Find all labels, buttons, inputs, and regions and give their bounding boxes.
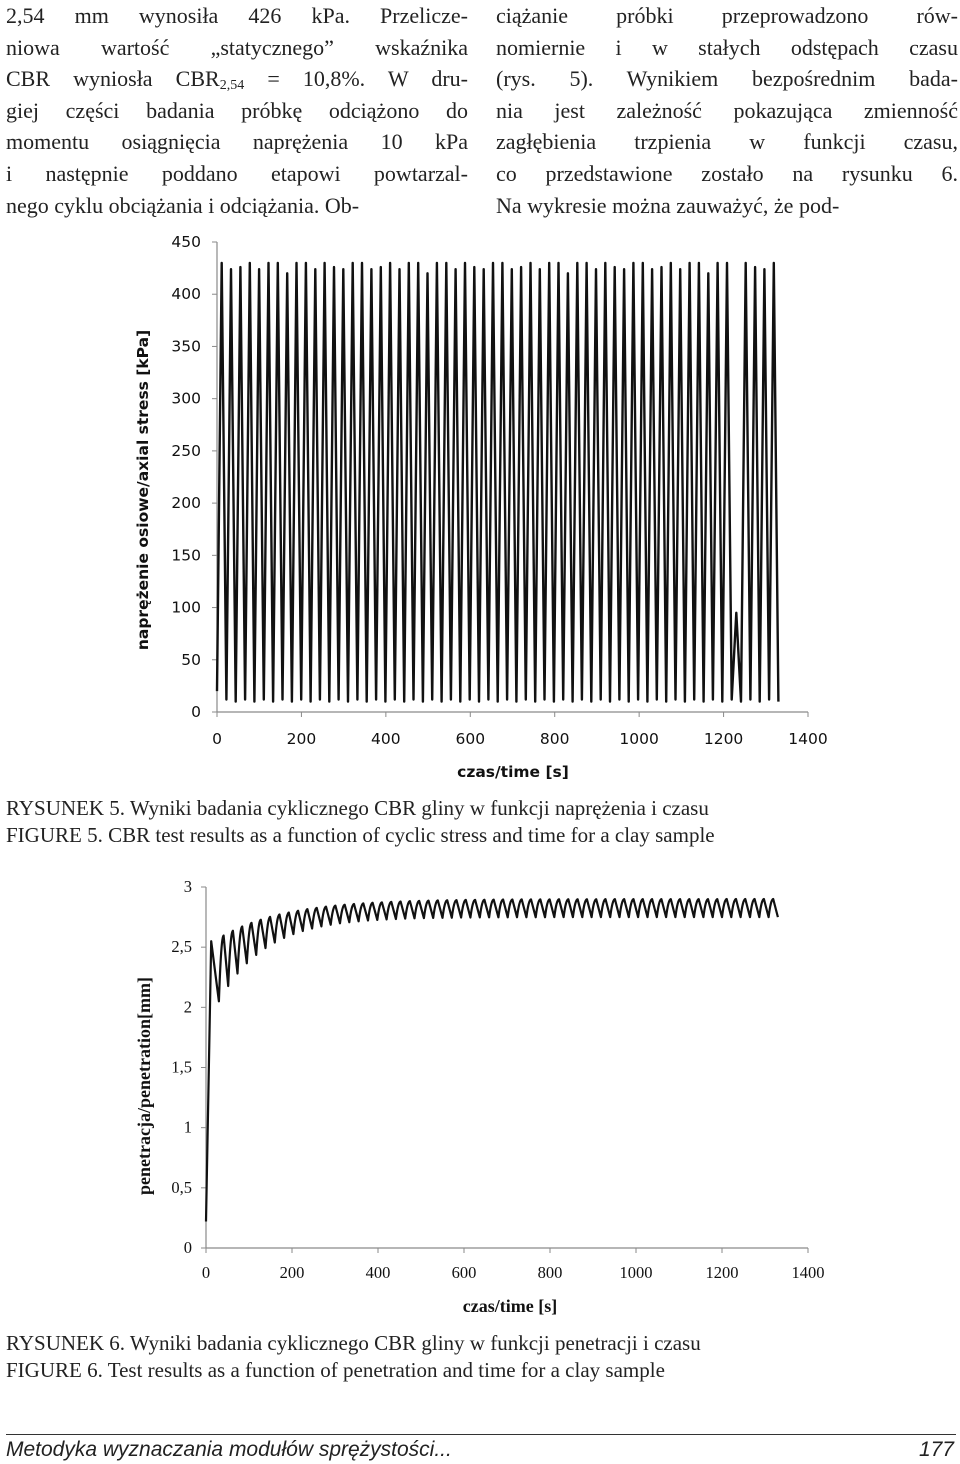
figure5-x-tick-label: 800 — [539, 730, 570, 748]
figure5-x-tick-label: 200 — [286, 730, 317, 748]
figure6-y-tick-label: 2,5 — [171, 937, 192, 957]
subscript: 2,54 — [219, 78, 245, 94]
right-column-line: ciążanie próbki przeprowadzono rów- — [496, 3, 958, 28]
figure5-x-tick-label: 600 — [455, 730, 486, 748]
figure6-series-line — [206, 899, 778, 1222]
figure6-x-tick-label: 400 — [365, 1263, 391, 1282]
figure6-y-tick-label: 0 — [183, 1238, 192, 1257]
figure5-series-line — [217, 263, 778, 702]
text-column-right — [496, 0, 958, 221]
figure5-y-tick-label: 450 — [171, 233, 201, 251]
footer-rule — [6, 1434, 956, 1435]
figure6-chart — [0, 872, 960, 1322]
figure6-caption-en: FIGURE 6. Test results as a function of penetration and time for a clay sample — [6, 1358, 665, 1382]
figure6-x-tick-label: 1200 — [705, 1263, 739, 1282]
right-column-line: (rys. 5). Wynikiem bezpośrednim bada- — [496, 66, 958, 92]
figure6-x-tick-label: 800 — [537, 1263, 563, 1282]
left-column-line: momentu osiągnięcia naprężenia 10 kPa — [6, 129, 468, 155]
figure6-caption — [6, 1330, 701, 1384]
figure5-y-tick-label: 50 — [181, 650, 201, 669]
figure5-y-tick-label: 150 — [171, 546, 201, 565]
right-column-line: zagłębienia trzpienia w funkcji czasu, — [496, 129, 958, 155]
figure5-x-tick-label: 0 — [212, 730, 222, 748]
left-column-line: giej części badania próbkę odciążono do — [6, 97, 468, 123]
left-column-line: nego cyklu obciążania i odciążania. Ob- — [6, 192, 360, 218]
figure6-x-tick-label: 600 — [451, 1263, 477, 1282]
figure6-x-tick-label: 1000 — [619, 1263, 653, 1282]
figure6-y-axis-label: penetracja/penetration[mm] — [134, 977, 154, 1195]
figure5-caption-en: FIGURE 5. CBR test results as a function of cyclic stress and time for a clay sample — [6, 823, 715, 847]
right-column-line: co przedstawione zostało na rysunku 6. — [496, 160, 958, 186]
figure5-y-tick-label: 200 — [171, 494, 201, 513]
figure5-y-tick-label: 300 — [171, 389, 201, 408]
footer-title: Metodyka wyznaczania modułów sprężystości... — [6, 1438, 452, 1461]
right-column-line: nomiernie i w stałych odstępach czasu — [496, 34, 958, 60]
page-number: 177 — [918, 1438, 954, 1461]
figure6-y-tick-label: 1,5 — [171, 1057, 192, 1077]
left-column-line: 2,54 mm wynosiła 426 kPa. Przelicze- — [6, 3, 468, 28]
figure5-caption — [6, 795, 715, 849]
figure5-x-tick-label: 400 — [371, 730, 401, 748]
figure6-y-tick-label: 0,5 — [171, 1177, 192, 1197]
left-column-line: i następnie poddano etapowi powtarzal- — [6, 160, 468, 186]
figure6-x-tick-label: 200 — [279, 1263, 305, 1282]
figure6-caption-pl: RYSUNEK 6. Wyniki badania cyklicznego CBR gliny w funkcji penetracji i czasu — [6, 1331, 701, 1355]
figure6-x-tick-label: 1400 — [791, 1263, 825, 1282]
left-column-line: CBR wyniosła $CBR_{2,54} = 10,8\%$. W dru- — [6, 66, 468, 94]
figure5-y-tick-label: 400 — [171, 285, 201, 304]
figure6-y-tick-label: 2 — [183, 997, 192, 1017]
figure5-chart — [0, 228, 960, 788]
figure5-x-tick-label: 1200 — [703, 730, 744, 748]
figure5-x-axis-label: czas/time [s] — [457, 763, 569, 781]
right-column-line: nia jest zależność pokazująca zmienność — [496, 97, 958, 123]
figure5-x-tick-label: 1000 — [619, 730, 659, 748]
figure5-y-tick-label: 350 — [171, 337, 201, 356]
figure5-y-axis-label: naprężenie osiowe/axial stress [kPa] — [134, 329, 152, 651]
figure6-x-tick-label: 0 — [201, 1263, 211, 1282]
figure5-y-tick-label: 100 — [171, 598, 201, 617]
figure5-caption-pl: RYSUNEK 5. Wyniki badania cyklicznego CBR gliny w funkcji naprężenia i czasu — [6, 796, 709, 820]
figure6-x-axis-label: czas/time [s] — [462, 1296, 558, 1316]
figure5-y-tick-label: 0 — [191, 703, 201, 721]
right-column-line: Na wykresie można zauważyć, że pod- — [496, 192, 840, 218]
left-column-line: niowa wartość „statycznego” wskaźnika — [6, 34, 468, 60]
text-column-left — [6, 0, 468, 221]
figure6-y-tick-label: 1 — [183, 1117, 192, 1137]
figure5-x-tick-label: 1400 — [788, 730, 828, 748]
figure5-y-tick-label: 250 — [171, 441, 201, 460]
figure6-y-tick-label: 3 — [183, 877, 192, 896]
